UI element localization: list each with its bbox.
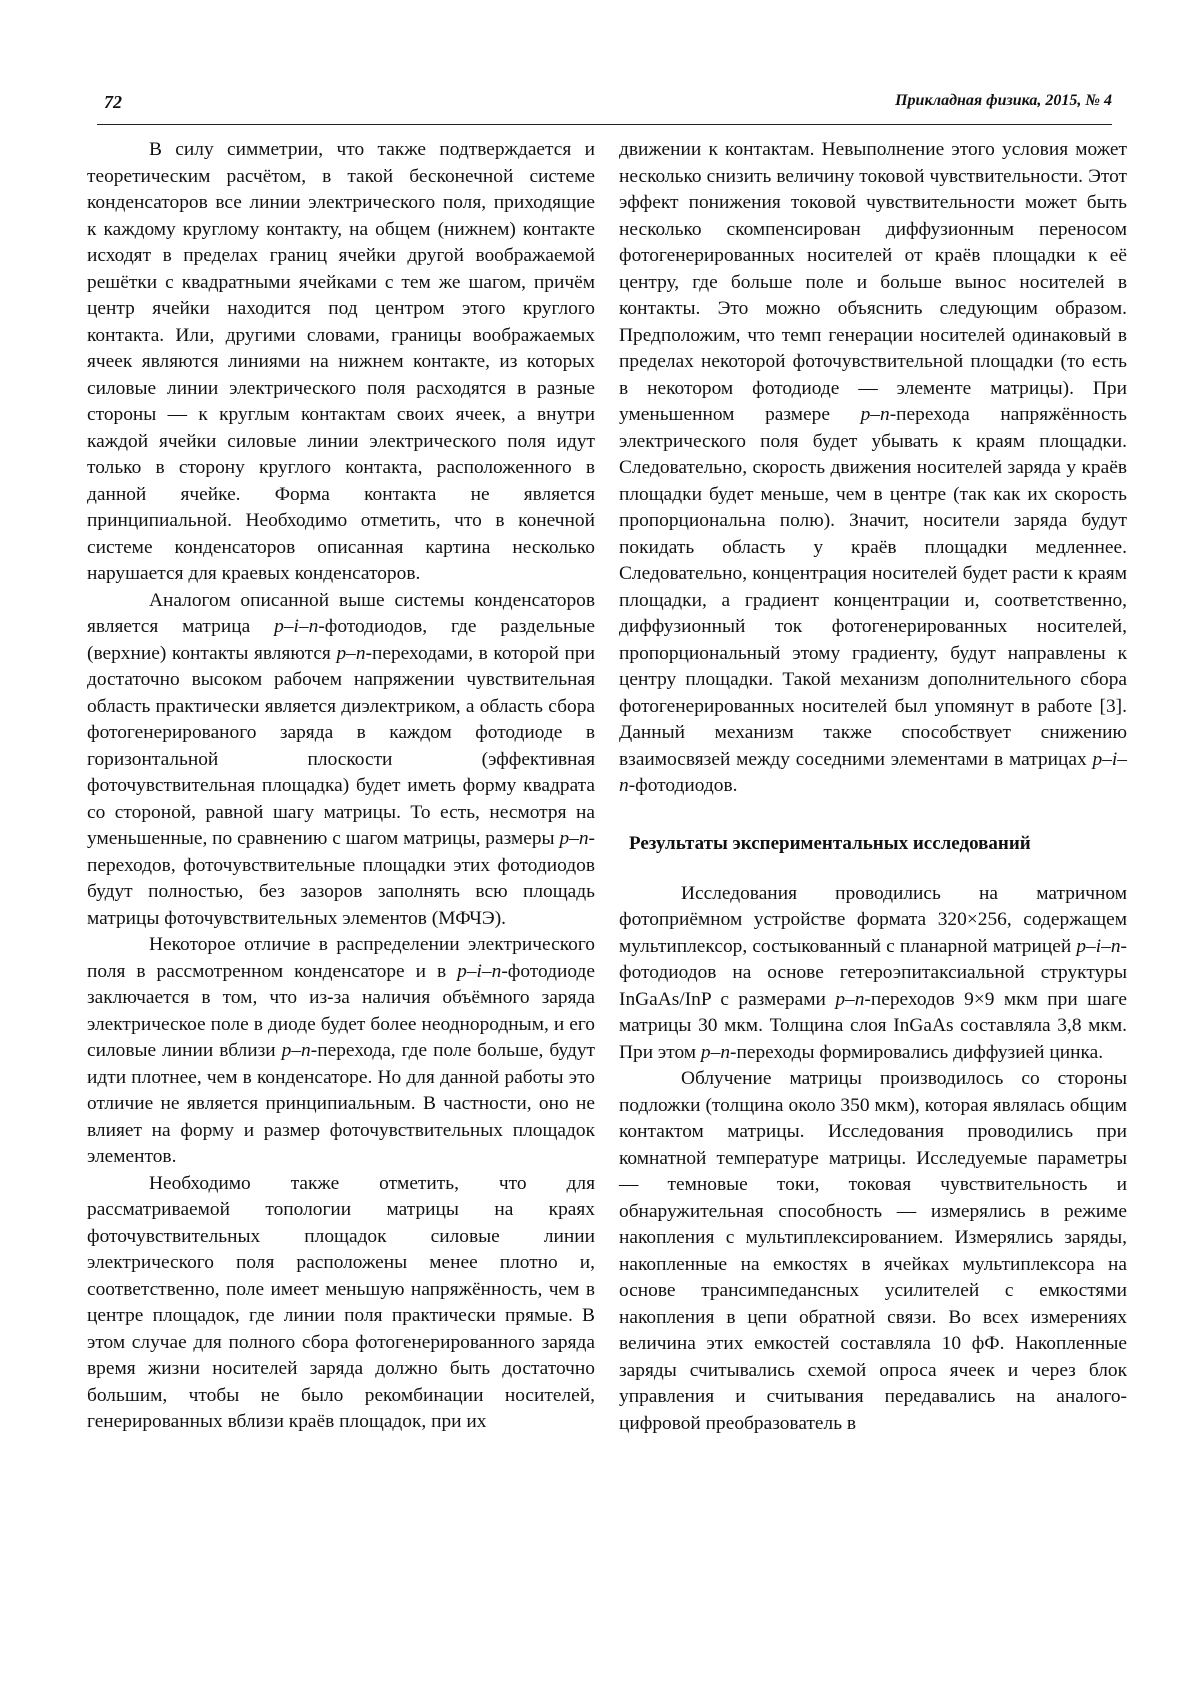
page-number: 72: [104, 92, 122, 112]
journal-header: Прикладная физика, 2015, № 4: [895, 92, 1112, 109]
paragraph-setup: Исследования проводились на матричном фотоприёмном устройстве формата 320×256, содержащем мультиплексор, состыкованный с планарной матрицей p–i–n-фотодиодов на основе гетероэпитаксиальной структуры InGaAs/InP с размерами p–n-переходов 9×9 мкм при шаге матрицы 30 мкм. Толщина слоя InGaAs составляла 3,8 мкм. При этом p–n-переходы формировались диффузией цинка.: [619, 882, 1127, 1063]
paragraph-irradiation: Облучение матрицы производилось со стороны подложки (толщина около 350 мкм), которая являлась общим контактом матрицы. Исследования проводились при комнатной температуре матрицы. Исследуемые параметры — темновые токи, токовая чувствительность и обнаружительная способность — измерялись в режиме накопления с мультиплексированием. Измерялись заряды, накопленные на емкостях в ячейках мультиплексора на основе трансимпедансных усилителей с емкостями накопления в цепи обратной связи. Во всех измерениях величина этих емкостей составляла 10 фФ. Накопленные заряды считывались схемой опроса ячеек и через блок управления и считывания передавались на аналого-цифровой преобразователь в: [619, 1068, 1127, 1434]
paragraph-difference: Некоторое отличие в распределении электрического поля в рассмотренном конденсаторе и в p–i–n-фотодиоде заключается в том, что из-за наличия объёмного заряда электрическое поле в диоде будет более неоднородным, и его силовые линии вблизи p–n-перехода, где поле больше, будут идти плотнее, чем в конденсаторе. Но для данной работы это отличие не является принципиальным. В частности, оно не влияет на форму и размер фоточувствительных площадок элементов.: [87, 934, 595, 1167]
paragraph-topology: Необходимо также отметить, что для рассматриваемой топологии матрицы на краях фоточувствительных площадок силовые линии электрического поля расположены менее плотно и, соответственно, поле имеет меньшую напряжённость, чем в центре площадок, где линии поля практически прямые. В этом случае для полного сбора фотогенерированного заряда время жизни носителей заряда должно быть достаточно большим, чтобы не было рекомбинации носителей, генерированных вблизи краёв площадок, при их: [87, 1172, 595, 1432]
paragraph-analog: Аналогом описанной выше системы конденсаторов является матрица p–i–n-фотодиодов, где раздельные (верхние) контакты являются p–n-переходами, в которой при достаточно высоком рабочем напряжении чувствительная область практически является диэлектриком, а область сбора фотогенерированого заряда в каждом фотодиоде в горизонтальной плоскости (эффективная фоточувствительная площадка) будет иметь форму квадрата со стороной, равной шагу матрицы. То есть, несмотря на уменьшенные, по сравнению с шагом матрицы, размеры p–n-переходов, фоточувствительные площадки этих фотодиодов будут полностью, без зазоров заполнять всю площадь матрицы фоточувствительных элементов (МФЧЭ).: [87, 589, 596, 929]
header-rule: [97, 124, 1112, 125]
paragraph-continuation: движении к контактам. Невыполнение этого условия может несколько снизить величину токовой чувствительности. Этот эффект понижения токовой чувствительности может быть несколько скомпенсирован диффузионным переносом фотогенерированных носителей от краёв площадки к её центру, где больше поле и больше вынос носителей в контакты. Это можно объяснить следующим образом. Предположим, что темп генерации носителей одинаковый в пределах некоторой фоточувствительной площадки (то есть в некотором фотодиоде — элементе матрицы). При уменьшенном размере p–n-перехода напряжённость электрического поля будет убывать к краям площадки. Следовательно, скорость движения носителей заряда у краёв площадки будет меньше, чем в центре (так как их скорость пропорциональна полю). Значит, носители заряда будут покидать область у краёв площадки медленнее. Следовательно, концентрация носителей будет расти к краям площадки, а градиент концентрации и, соответственно, диффузионный ток фотогенерированных носителей, пропорциональный этому градиенту, будут направлены к центру площадки. Такой механизм дополнительного сбора фотогенерированных носителей был упомянут в работе [3]. Данный механизм также способствует снижению взаимосвязей между соседними элементами в матрицах p–i–n-фотодиодов.: [619, 139, 1127, 796]
left-column: [87, 137, 595, 1436]
section-heading: Результаты экспериментальных исследований: [629, 832, 1031, 854]
paragraph-symmetry: В силу симметрии, что также подтверждается и теоретическим расчётом, в такой бесконечной системе конденсаторов все линии электрического поля, приходящие к каждому круглому контакту, на общем (нижнем) контакте исходят в пределах границ ячейки другой воображаемой решётки с квадратными ячейками с тем же шагом, причём центр ячейки находится под центром этого круглого контакта. Или, другими словами, границы воображаемых ячеек являются линиями на нижнем контакте, из которых силовые линии электрического поля расходятся в разные стороны — к круглым контактам своих ячеек, а внутри каждой ячейки силовые линии электрического поля идут только в сторону круглого контакта, расположенного в данной ячейке. Форма контакта не является принципиальной. Необходимо отметить, что в конечной системе конденсаторов описанная картина несколько нарушается для краевых конденсаторов.: [87, 139, 595, 584]
right-column: [619, 137, 1127, 1437]
